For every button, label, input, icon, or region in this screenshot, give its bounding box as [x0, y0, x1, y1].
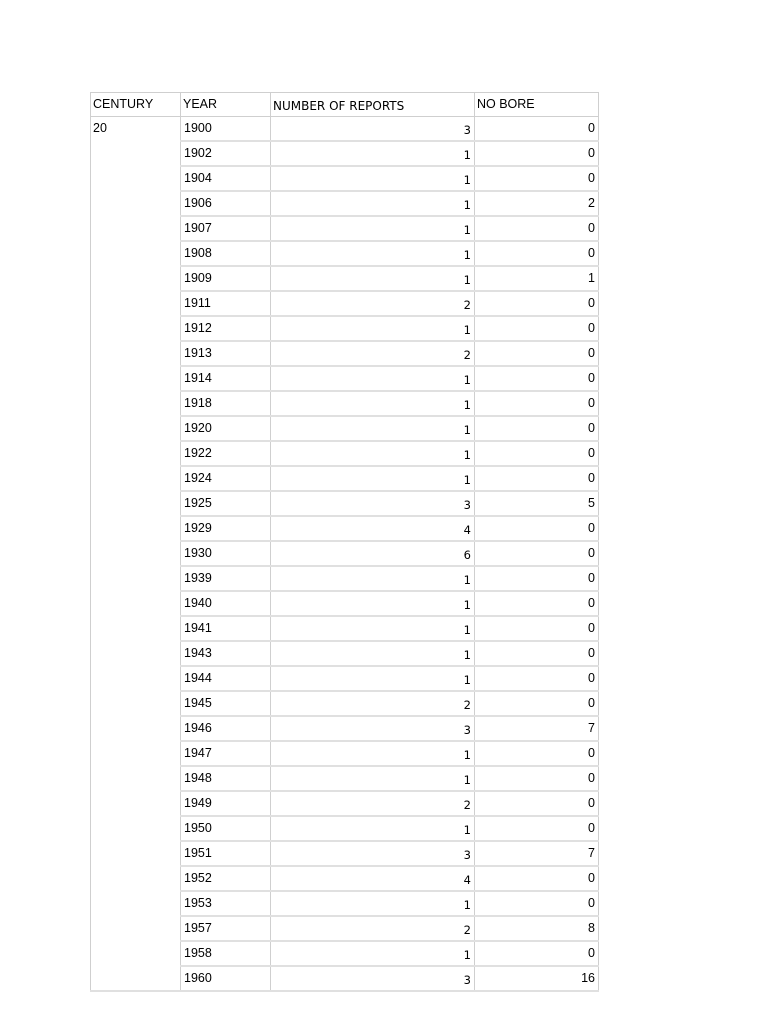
year-cell: 1907 [181, 216, 271, 241]
number-of-reports-cell: 1 [271, 741, 475, 766]
header-number-of-reports: NUMBER OF REPORTS [271, 93, 475, 117]
no-bore-cell: 16 [475, 966, 599, 991]
year-cell: 1939 [181, 566, 271, 591]
number-of-reports-cell: 1 [271, 266, 475, 291]
number-of-reports-cell: 6 [271, 541, 475, 566]
year-cell: 1952 [181, 866, 271, 891]
number-of-reports-cell: 3 [271, 966, 475, 991]
year-cell: 1924 [181, 466, 271, 491]
year-cell: 1930 [181, 541, 271, 566]
no-bore-cell: 0 [475, 541, 599, 566]
year-cell: 1958 [181, 941, 271, 966]
year-cell: 1911 [181, 291, 271, 316]
no-bore-cell: 0 [475, 241, 599, 266]
no-bore-cell: 0 [475, 291, 599, 316]
number-of-reports-cell: 1 [271, 941, 475, 966]
number-of-reports-cell: 1 [271, 241, 475, 266]
no-bore-cell: 0 [475, 366, 599, 391]
year-cell: 1929 [181, 516, 271, 541]
table-row [91, 117, 599, 142]
year-cell: 1946 [181, 716, 271, 741]
header-year: YEAR [181, 93, 271, 117]
number-of-reports-cell: 1 [271, 666, 475, 691]
number-of-reports-cell: 1 [271, 891, 475, 916]
no-bore-cell: 0 [475, 891, 599, 916]
number-of-reports-cell: 2 [271, 691, 475, 716]
year-cell: 1947 [181, 741, 271, 766]
year-cell: 1912 [181, 316, 271, 341]
number-of-reports-cell: 3 [271, 491, 475, 516]
year-cell: 1957 [181, 916, 271, 941]
number-of-reports-cell: 3 [271, 117, 475, 142]
table-body [91, 117, 599, 992]
year-cell: 1922 [181, 441, 271, 466]
no-bore-cell: 2 [475, 191, 599, 216]
year-cell: 1960 [181, 966, 271, 991]
number-of-reports-cell: 1 [271, 216, 475, 241]
no-bore-cell: 0 [475, 591, 599, 616]
no-bore-cell: 0 [475, 141, 599, 166]
year-cell: 1925 [181, 491, 271, 516]
year-cell: 1913 [181, 341, 271, 366]
no-bore-cell: 0 [475, 416, 599, 441]
number-of-reports-cell: 1 [271, 591, 475, 616]
no-bore-cell: 5 [475, 491, 599, 516]
spreadsheet-page [90, 92, 598, 992]
no-bore-cell: 0 [475, 466, 599, 491]
no-bore-cell: 0 [475, 117, 599, 142]
year-cell: 1953 [181, 891, 271, 916]
year-cell: 1949 [181, 791, 271, 816]
number-of-reports-cell: 1 [271, 391, 475, 416]
year-cell: 1918 [181, 391, 271, 416]
number-of-reports-cell: 1 [271, 641, 475, 666]
no-bore-cell: 0 [475, 316, 599, 341]
no-bore-cell: 0 [475, 691, 599, 716]
no-bore-cell: 0 [475, 341, 599, 366]
no-bore-cell: 0 [475, 941, 599, 966]
no-bore-cell: 0 [475, 791, 599, 816]
number-of-reports-cell: 1 [271, 466, 475, 491]
reports-table [90, 92, 599, 992]
no-bore-cell: 0 [475, 741, 599, 766]
no-bore-cell: 0 [475, 816, 599, 841]
number-of-reports-cell: 2 [271, 341, 475, 366]
year-cell: 1941 [181, 616, 271, 641]
year-cell: 1909 [181, 266, 271, 291]
number-of-reports-cell: 3 [271, 841, 475, 866]
year-cell: 1945 [181, 691, 271, 716]
year-cell: 1950 [181, 816, 271, 841]
no-bore-cell: 0 [475, 666, 599, 691]
number-of-reports-cell: 1 [271, 191, 475, 216]
year-cell: 1908 [181, 241, 271, 266]
year-cell: 1951 [181, 841, 271, 866]
year-cell: 1940 [181, 591, 271, 616]
number-of-reports-cell: 4 [271, 866, 475, 891]
no-bore-cell: 0 [475, 616, 599, 641]
number-of-reports-cell: 1 [271, 816, 475, 841]
no-bore-cell: 0 [475, 866, 599, 891]
number-of-reports-cell: 4 [271, 516, 475, 541]
year-cell: 1944 [181, 666, 271, 691]
no-bore-cell: 0 [475, 566, 599, 591]
year-cell: 1943 [181, 641, 271, 666]
number-of-reports-cell: 1 [271, 166, 475, 191]
no-bore-cell: 0 [475, 216, 599, 241]
number-of-reports-cell: 2 [271, 916, 475, 941]
no-bore-cell: 8 [475, 916, 599, 941]
header-row [91, 93, 599, 117]
number-of-reports-cell: 2 [271, 791, 475, 816]
number-of-reports-cell: 1 [271, 366, 475, 391]
year-cell: 1906 [181, 191, 271, 216]
number-of-reports-cell: 1 [271, 766, 475, 791]
number-of-reports-cell: 1 [271, 141, 475, 166]
no-bore-cell: 0 [475, 766, 599, 791]
number-of-reports-cell: 1 [271, 616, 475, 641]
century-cell: 20 [91, 117, 181, 992]
number-of-reports-cell: 2 [271, 291, 475, 316]
no-bore-cell: 0 [475, 441, 599, 466]
no-bore-cell: 0 [475, 391, 599, 416]
year-cell: 1900 [181, 117, 271, 142]
year-cell: 1920 [181, 416, 271, 441]
header-century: CENTURY [91, 93, 181, 117]
year-cell: 1914 [181, 366, 271, 391]
year-cell: 1948 [181, 766, 271, 791]
number-of-reports-cell: 1 [271, 316, 475, 341]
no-bore-cell: 0 [475, 516, 599, 541]
no-bore-cell: 1 [475, 266, 599, 291]
number-of-reports-cell: 3 [271, 716, 475, 741]
number-of-reports-cell: 1 [271, 416, 475, 441]
year-cell: 1904 [181, 166, 271, 191]
number-of-reports-cell: 1 [271, 566, 475, 591]
no-bore-cell: 0 [475, 166, 599, 191]
number-of-reports-cell: 1 [271, 441, 475, 466]
no-bore-cell: 7 [475, 716, 599, 741]
year-cell: 1902 [181, 141, 271, 166]
header-no-bore: NO BORE [475, 93, 599, 117]
no-bore-cell: 7 [475, 841, 599, 866]
no-bore-cell: 0 [475, 641, 599, 666]
